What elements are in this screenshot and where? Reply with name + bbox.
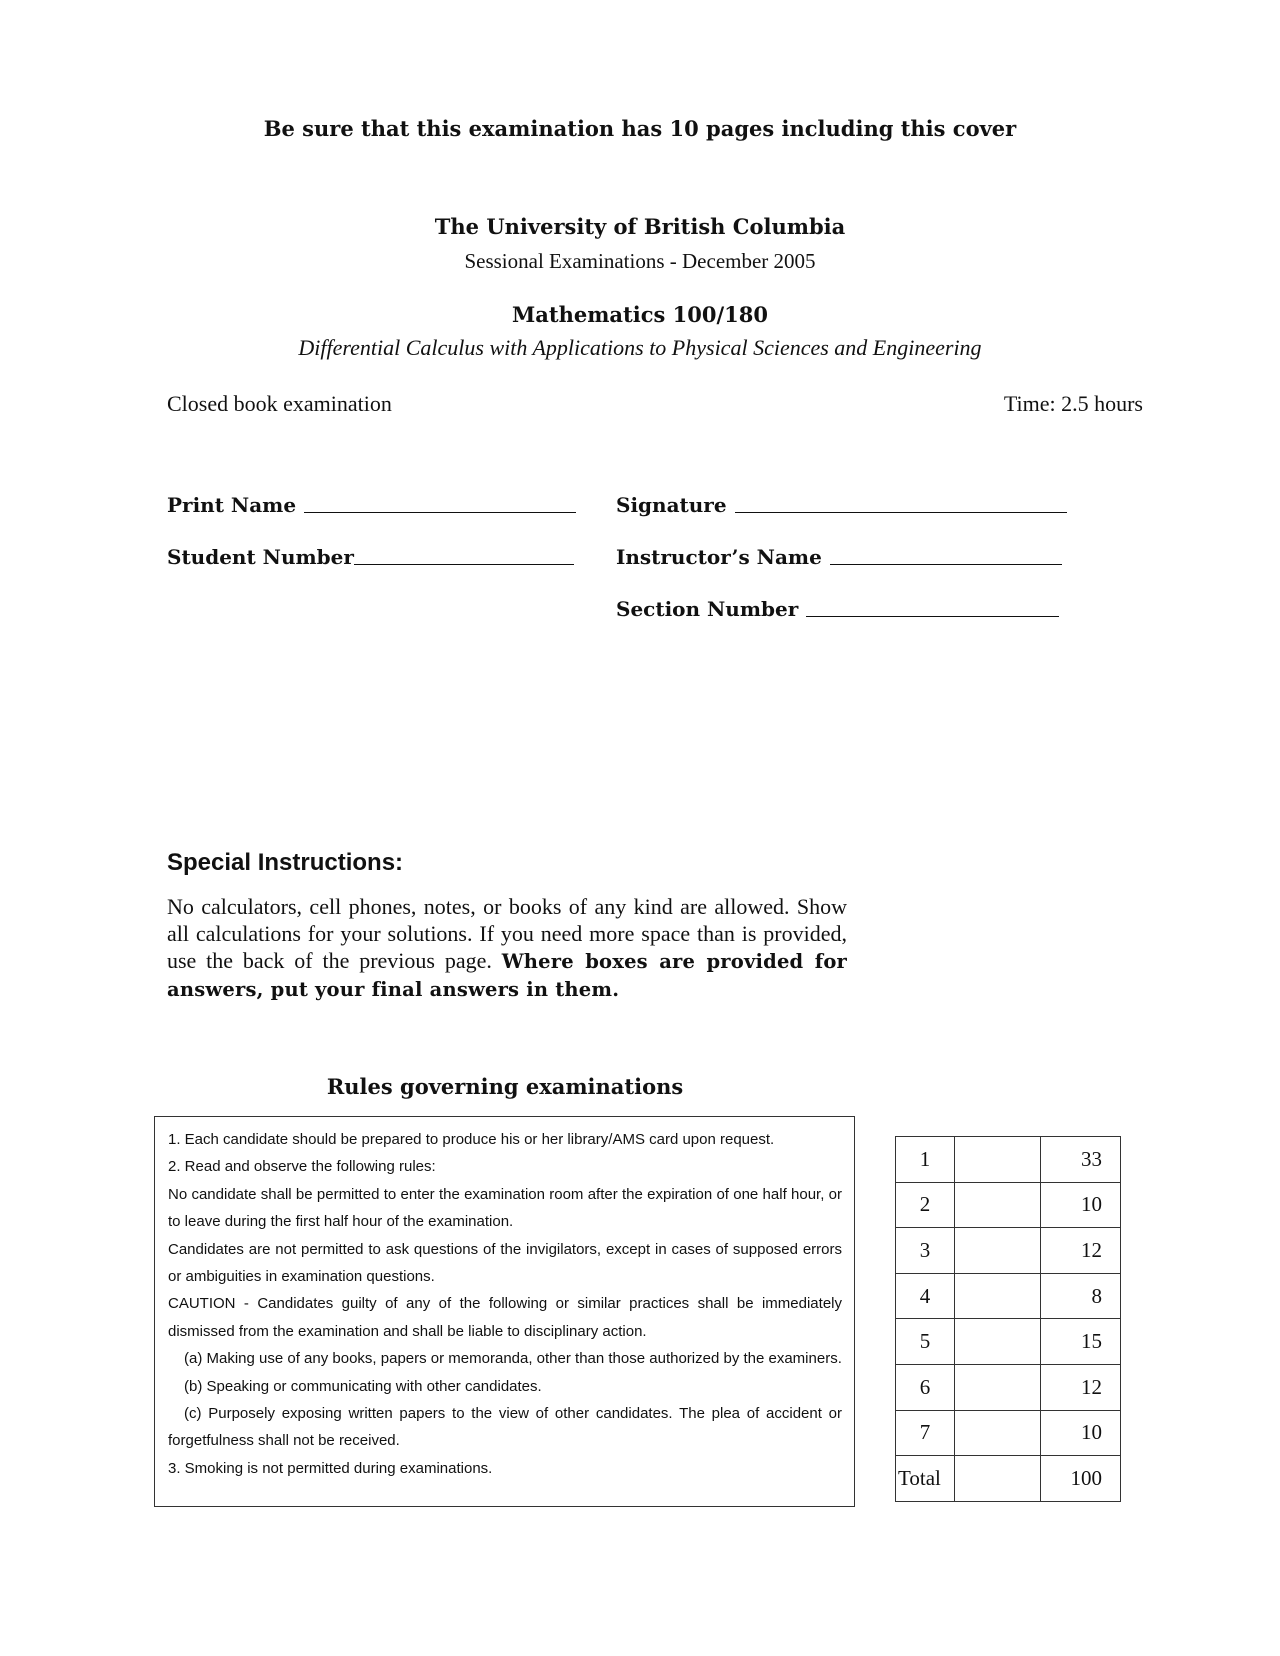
student-number-field[interactable] — [167, 545, 574, 569]
print-name-label: Print Name — [167, 493, 297, 517]
rule-item: (b) Speaking or communicating with other candidates. — [184, 1377, 542, 1395]
course-title: Differential Calculus with Applications to Physical Sciences and Engineering — [298, 335, 982, 360]
table-row — [896, 1319, 1121, 1365]
score-cell[interactable] — [955, 1137, 1041, 1183]
time-limit: Time: 2.5 hours — [1003, 391, 1143, 416]
question-number: 4 — [896, 1273, 955, 1319]
rule-item: No candidate shall be permitted to enter the examination room after the expiration of one half hour, or to leave during the first half hour of the examination. — [168, 1185, 842, 1231]
question-number: 6 — [896, 1364, 955, 1410]
course-code: Mathematics 100/180 — [512, 302, 768, 327]
rules-heading: Rules governing examinations — [326, 1074, 684, 1099]
question-number: 1 — [896, 1137, 955, 1183]
table-row — [896, 1273, 1121, 1319]
rule-item: 2. Read and observe the following rules: — [168, 1158, 436, 1176]
student-number-label: Student Number — [167, 545, 354, 569]
special-instructions-heading: Special Instructions: — [167, 849, 404, 876]
question-number: 5 — [896, 1319, 955, 1365]
student-number-line[interactable] — [354, 563, 574, 565]
question-points: 10 — [1041, 1182, 1121, 1228]
question-points: 12 — [1041, 1228, 1121, 1274]
total-score-cell[interactable] — [955, 1456, 1041, 1502]
question-points: 10 — [1041, 1410, 1121, 1456]
special-instructions-body — [167, 893, 847, 1003]
score-cell[interactable] — [955, 1364, 1041, 1410]
question-number: 3 — [896, 1228, 955, 1274]
table-row — [896, 1182, 1121, 1228]
score-cell[interactable] — [955, 1410, 1041, 1456]
table-row — [896, 1456, 1121, 1502]
table-row — [896, 1228, 1121, 1274]
question-points: 8 — [1041, 1273, 1121, 1319]
print-name-line[interactable] — [304, 511, 576, 513]
rule-item: (c) Purposely exposing written papers to the view of other candidates. The plea of accident or forgetfulness shall not be received. — [168, 1405, 842, 1450]
rule-item: (a) Making use of any books, papers or memoranda, other than those authorized by the examiners. — [184, 1350, 842, 1368]
section-number-field[interactable] — [616, 597, 1059, 621]
question-points: 12 — [1041, 1364, 1121, 1410]
university-name: The University of British Columbia — [434, 214, 846, 239]
score-cell[interactable] — [955, 1273, 1041, 1319]
total-points: 100 — [1041, 1456, 1121, 1502]
signature-field[interactable] — [616, 493, 1067, 517]
signature-label: Signature — [616, 493, 727, 517]
section-number-line[interactable] — [806, 615, 1059, 617]
table-row — [896, 1137, 1121, 1183]
signature-line[interactable] — [735, 511, 1067, 513]
rules-box — [154, 1116, 855, 1507]
print-name-field[interactable] — [167, 493, 576, 517]
question-number: 7 — [896, 1410, 955, 1456]
rule-item: 1. Each candidate should be prepared to produce his or her library/AMS card upon request. — [168, 1131, 775, 1148]
table-row — [896, 1364, 1121, 1410]
instructor-name-line[interactable] — [830, 563, 1062, 565]
score-cell[interactable] — [955, 1319, 1041, 1365]
score-cell[interactable] — [955, 1182, 1041, 1228]
total-label: Total — [896, 1456, 955, 1502]
instructor-name-label: Instructor’s Name — [616, 545, 822, 569]
question-points: 33 — [1041, 1137, 1121, 1183]
rule-item: CAUTION - Candidates guilty of any of the following or similar practices shall be immediately dismissed from the examination and shall be liable to disciplinary action. — [168, 1295, 842, 1340]
question-points: 15 — [1041, 1319, 1121, 1365]
table-row — [896, 1410, 1121, 1456]
question-number: 2 — [896, 1182, 955, 1228]
closed-book-note: Closed book examination — [167, 391, 392, 416]
section-number-label: Section Number — [616, 597, 799, 621]
special-instructions-text: No calculators, cell phones, notes, or books of any kind are allowed. Show all calculations for your solutions. If you need more space than is provided, use the back of the previous page. — [167, 894, 847, 973]
rule-item: Candidates are not permitted to ask questions of the invigilators, except in cases of supposed errors or ambiguities in examination questions. — [168, 1240, 842, 1286]
session-line: Sessional Examinations - December 2005 — [464, 249, 816, 273]
instructor-name-field[interactable] — [616, 545, 1062, 569]
score-table — [895, 1136, 1121, 1502]
special-instructions-bold: Where boxes are provided for answers, put your final answers in them. — [167, 950, 847, 1001]
cover-note: Be sure that this examination has 10 pages including this cover — [263, 116, 1017, 141]
rule-item: 3. Smoking is not permitted during examinations. — [168, 1459, 493, 1477]
score-cell[interactable] — [955, 1228, 1041, 1274]
